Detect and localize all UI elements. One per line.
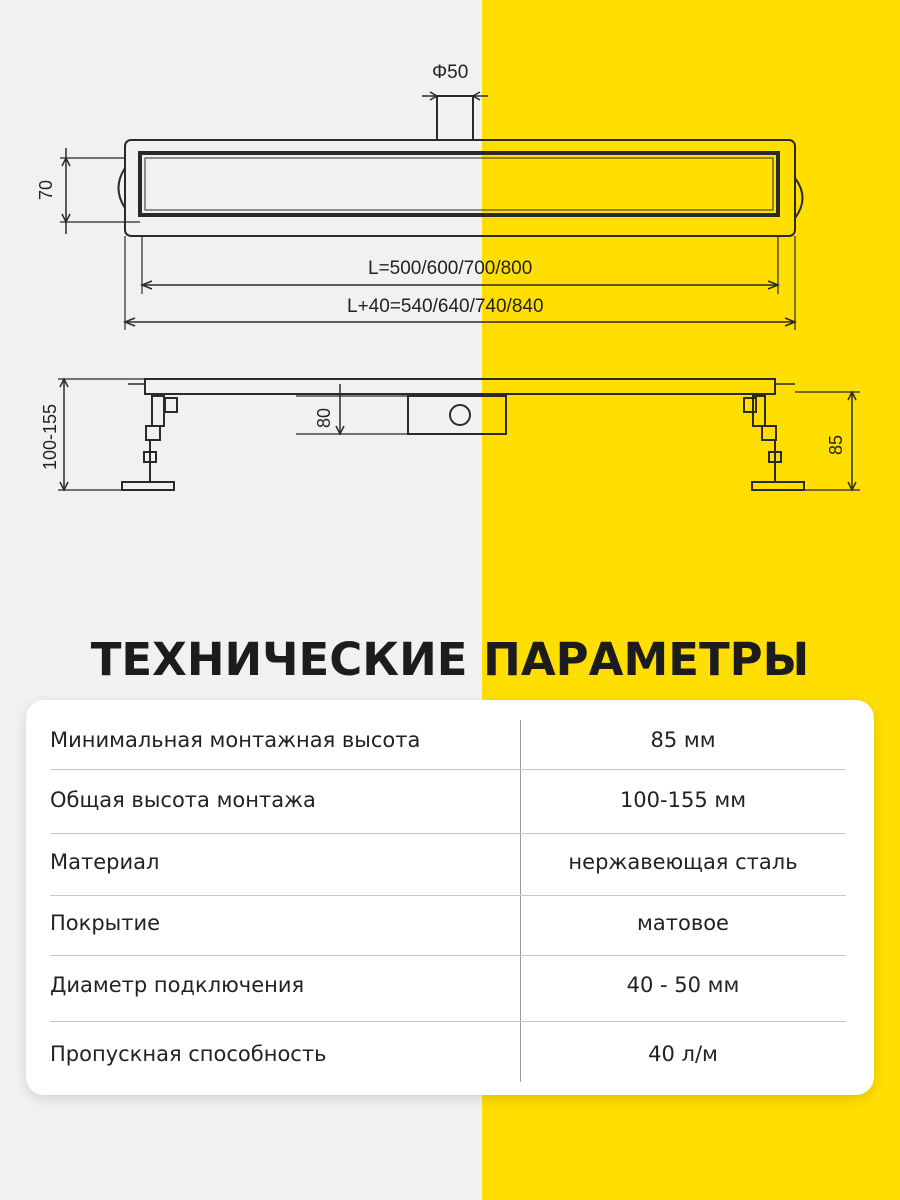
title-part-2: ПАРАМЕТРЫ [483, 633, 810, 686]
outlet-pipe [437, 96, 473, 140]
spec-label: Диаметр подключения [50, 973, 305, 997]
row-divider [50, 895, 846, 896]
page-title [0, 628, 900, 692]
row-divider [50, 955, 846, 956]
technical-drawing [0, 0, 900, 560]
spec-label: Покрытие [50, 911, 161, 935]
dim-85-label: 85 [826, 434, 846, 455]
dim-80-label: 80 [314, 407, 334, 428]
column-divider [520, 720, 521, 1082]
row-divider [50, 769, 846, 770]
spec-label: Материал [50, 850, 160, 874]
spec-value: матовое [637, 911, 729, 935]
drain-inner-channel [140, 153, 778, 215]
spec-value: 40 л/м [648, 1042, 718, 1066]
dim-l40-label: L+40=540/640/740/840 [347, 296, 544, 317]
dim-phi50-label: Φ50 [432, 62, 469, 83]
spec-label: Общая высота монтажа [50, 788, 316, 812]
spec-value: 85 мм [650, 728, 716, 752]
specs-table [26, 700, 874, 1095]
title-part-1: ТЕХНИЧЕСКИЕ [90, 633, 468, 686]
spec-value: 100-155 мм [619, 788, 747, 812]
dim-l-label: L=500/600/700/800 [368, 258, 533, 279]
row-divider [50, 1021, 846, 1022]
row-divider [50, 833, 846, 834]
spec-label: Пропускная способность [50, 1042, 327, 1066]
spec-value: 40 - 50 мм [626, 973, 740, 997]
dim-100-155-label: 100-155 [40, 403, 60, 470]
spec-label: Минимальная монтажная высота [50, 728, 421, 752]
side-top-plate [145, 379, 775, 394]
side-outlet-box [408, 396, 506, 434]
spec-value: нержавеющая сталь [568, 850, 798, 874]
dim-70-label: 70 [36, 179, 56, 200]
